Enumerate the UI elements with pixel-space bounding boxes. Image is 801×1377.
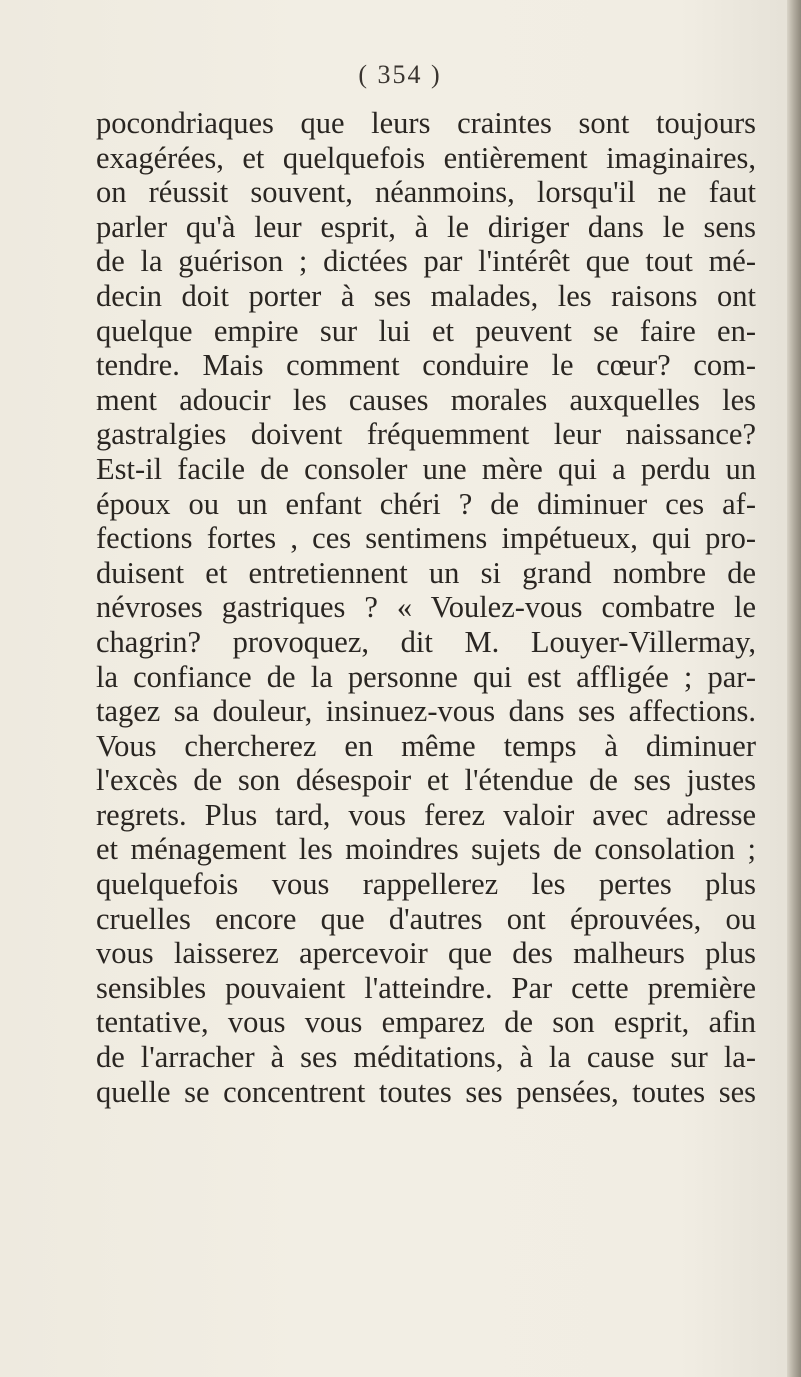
text-line: parler qu'à leur esprit, à le diriger dans le sens [96, 209, 756, 244]
text-line: decin doit porter à ses malades, les raisons ont [96, 278, 756, 313]
text-line: duisent et entretiennent un si grand nombre de [96, 555, 756, 590]
text-line: gastralgies doivent fréquemment leur naissance? [96, 417, 756, 452]
text-line: et ménagement les moindres sujets de consolation ; [96, 832, 756, 867]
text-line: névroses gastriques ? « Voulez-vous combatre le [96, 590, 756, 625]
text-line: quelque empire sur lui et peuvent se faire en- [96, 313, 756, 348]
text-line: de la guérison ; dictées par l'intérêt que tout mé- [96, 244, 756, 279]
text-line: l'excès de son désespoir et l'étendue de ses justes [96, 763, 756, 798]
text-line: époux ou un enfant chéri ? de diminuer ces af- [96, 486, 756, 521]
text-line: exagérées, et quelquefois entièrement imaginaires, [96, 140, 756, 175]
text-line: tendre. Mais comment conduire le cœur? com- [96, 348, 756, 383]
text-line: regrets. Plus tard, vous ferez valoir avec adresse [96, 797, 756, 832]
text-line: vous laisserez apercevoir que des malheurs plus [96, 936, 756, 971]
text-line: ment adoucir les causes morales auxquelles les [96, 382, 756, 417]
text-line: chagrin? provoquez, dit M. Louyer-Villermay, [96, 624, 756, 659]
text-line: cruelles encore que d'autres ont éprouvées, ou [96, 901, 756, 936]
text-line: fections fortes , ces sentimens impétueux, qui pro- [96, 521, 756, 556]
text-line: tagez sa douleur, insinuez-vous dans ses affections. [96, 694, 756, 729]
text-line: quelquefois vous rappellerez les pertes plus [96, 867, 756, 902]
text-line: de l'arracher à ses méditations, à la cause sur la- [96, 1040, 756, 1075]
page-number: ( 354 ) [358, 60, 442, 89]
text-line: tentative, vous vous emparez de son esprit, afin [96, 1005, 756, 1040]
body-text [96, 106, 756, 1109]
text-line: Vous chercherez en même temps à diminuer [96, 728, 756, 763]
page-edge-shadow [787, 0, 801, 1377]
text-line: Est-il facile de consoler une mère qui a perdu un [96, 451, 756, 486]
text-line: pocondriaques que leurs craintes sont toujours [96, 106, 756, 140]
text-line: sensibles pouvaient l'atteindre. Par cette première [96, 970, 756, 1005]
text-line: quelle se concentrent toutes ses pensées, toutes ses [96, 1074, 756, 1109]
text-line: on réussit souvent, néanmoins, lorsqu'il ne faut [96, 175, 756, 210]
text-line: la confiance de la personne qui est affligée ; par- [96, 659, 756, 694]
